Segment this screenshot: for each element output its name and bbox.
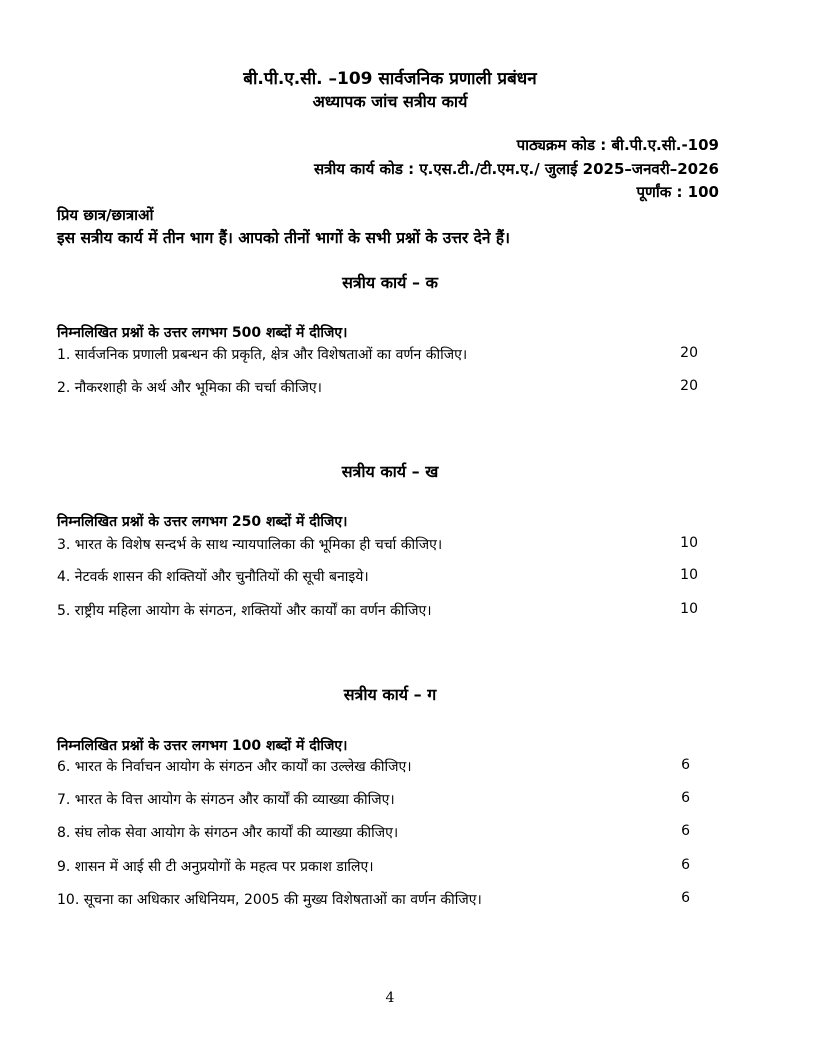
question-marks: 10	[680, 601, 698, 617]
question-marks: 6	[681, 757, 690, 773]
max-marks: पूर्णांक : 100	[636, 183, 719, 201]
salutation-greeting: प्रिय छात्र/छात्राओं	[57, 206, 154, 224]
question-marks: 6	[681, 823, 690, 839]
question-item: 10. सूचना का अधिकार अधिनियम, 2005 की मुख्य विशेषताओं का वर्णन कीजिए।	[57, 892, 482, 908]
question-marks: 6	[681, 790, 690, 806]
section-c-instruction: निम्नलिखित प्रश्नों के उत्तर लगभग 100 शब्दों में दीजिए।	[57, 738, 348, 754]
section-a-instruction: निम्नलिखित प्रश्नों के उत्तर लगभग 500 शब्दों में दीजिए।	[57, 325, 348, 341]
question-item: 2. नौकरशाही के अर्थ और भूमिका की चर्चा कीजिए।	[57, 380, 322, 396]
section-b-instruction: निम्नलिखित प्रश्नों के उत्तर लगभग 250 शब्दों में दीजिए।	[57, 514, 348, 530]
question-item: 3. भारत के विशेष सन्दर्भ के साथ न्यायपालिका की भूमिका ही चर्चा कीजिए।	[57, 537, 443, 553]
question-item: 4. नेटवर्क शासन की शक्तियों और चुनौतियों की सूची बनाइये।	[57, 569, 369, 585]
section-b-heading: सत्रीय कार्य – ख	[341, 462, 439, 481]
question-item: 6. भारत के निर्वाचन आयोग के संगठन और कार्यों का उल्लेख कीजिए।	[57, 759, 412, 775]
section-a-heading: सत्रीय कार्य – क	[342, 273, 438, 292]
question-marks: 6	[681, 890, 690, 906]
section-c-heading: सत्रीय कार्य – ग	[343, 685, 437, 704]
question-marks: 20	[680, 345, 698, 361]
question-marks: 10	[680, 535, 698, 551]
question-marks: 10	[680, 567, 698, 583]
question-marks: 6	[681, 857, 690, 873]
course-code: पाठ्यक्रम कोड : बी.पी.ए.सी.-109	[516, 136, 719, 154]
question-item: 8. संघ लोक सेवा आयोग के संगठन और कार्यों की व्याख्या कीजिए।	[57, 825, 399, 841]
question-marks: 20	[680, 378, 698, 394]
page-number: 4	[385, 990, 395, 1006]
question-item: 5. राष्ट्रीय महिला आयोग के संगठन, शक्तियों और कार्यों का वर्णन कीजिए।	[57, 603, 432, 619]
question-item: 7. भारत के वित्त आयोग के संगठन और कार्यों की व्याख्या कीजिए।	[57, 792, 395, 808]
question-item: 1. सार्वजनिक प्रणाली प्रबन्धन की प्रकृति, क्षेत्र और विशेषताओं का वर्णन कीजिए।	[57, 347, 468, 363]
document-title: बी.पी.ए.सी. –109 सार्वजनिक प्रणाली प्रबंधन	[243, 69, 537, 89]
salutation-intro: इस सत्रीय कार्य में तीन भाग हैं। आपको तीनों भागों के सभी प्रश्नों के उत्तर देने हैं।	[57, 229, 510, 247]
document-subtitle: अध्यापक जांच सत्रीय कार्य	[312, 92, 468, 111]
assignment-code: सत्रीय कार्य कोड : ए.एस.टी./टी.एम.ए./ जुलाई 2025–जनवरी–2026	[313, 160, 719, 178]
question-item: 9. शासन में आई सी टी अनुप्रयोगों के महत्व पर प्रकाश डालिए।	[57, 859, 374, 875]
